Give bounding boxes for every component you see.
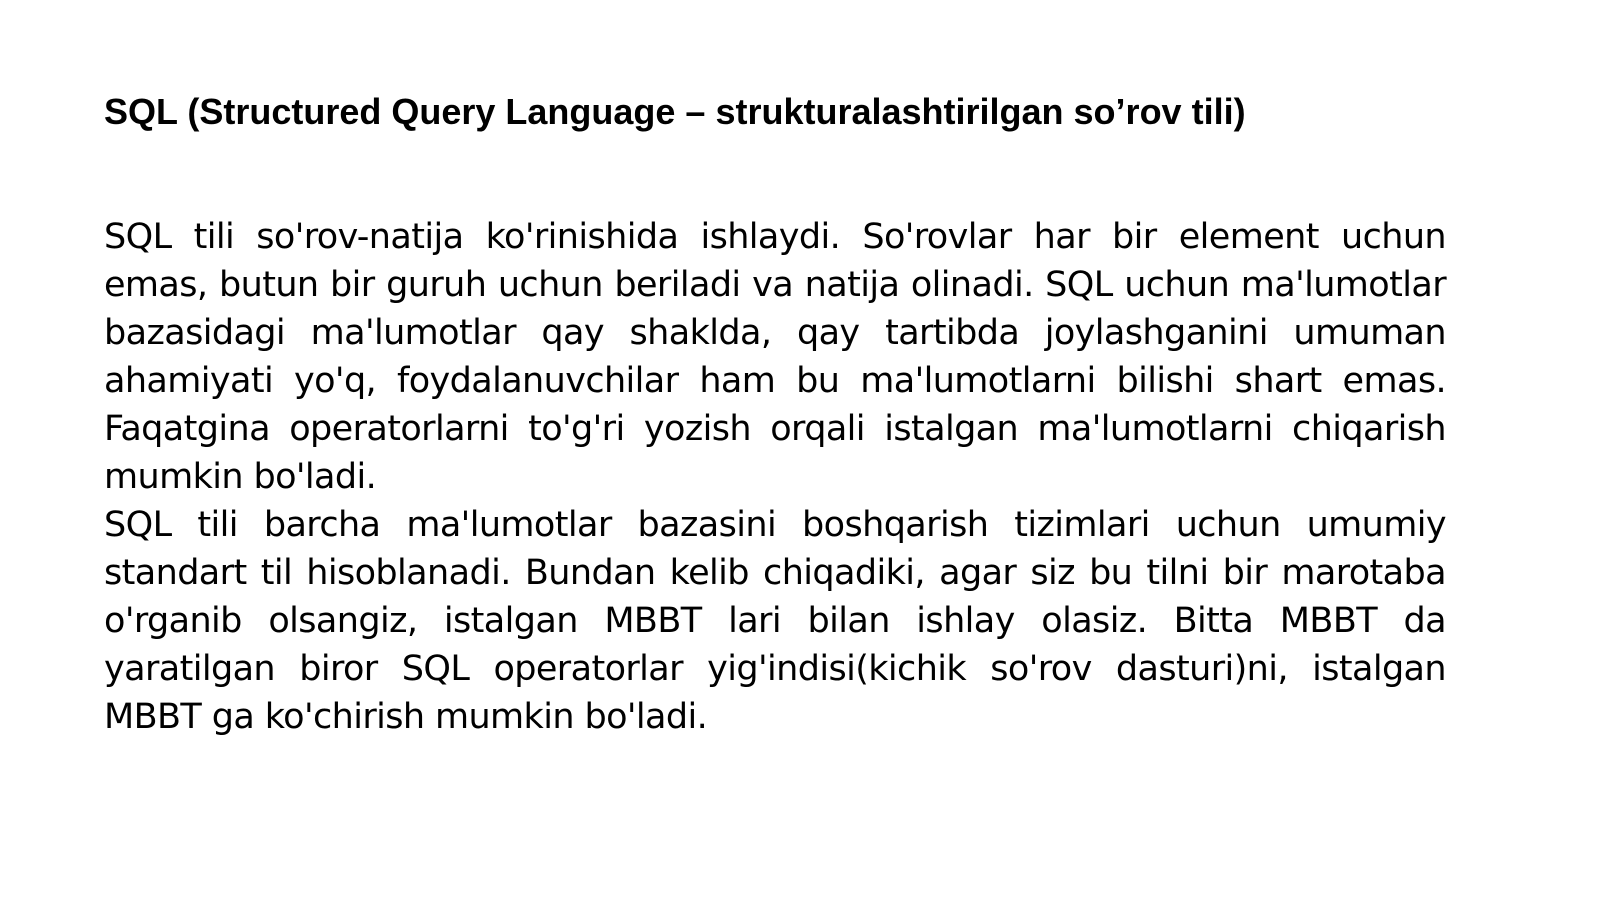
slide-body — [104, 213, 1446, 741]
body-paragraph-2: SQL tili barcha ma'lumotlar bazasini boshqarish tizimlari uchun umumiy standart til hisoblanadi. Bundan kelib chiqadiki, agar siz bu tilni bir marotaba o'rganib olsangiz, istalgan MBBT lari bilan ishlay olasiz. Bitta MBBT da yaratilgan biror SQL operatorlar yig'indisi(kichik so'rov dasturi)ni, istalgan MBBT ga ko'chirish mumkin bo'ladi. — [104, 505, 1446, 737]
slide-title: SQL (Structured Query Language – strukturalashtirilgan so’rov tili) — [104, 91, 1246, 132]
body-paragraph-1: SQL tili so'rov-natija ko'rinishida ishlaydi. So'rovlar har bir element uchun emas, butun bir guruh uchun beriladi va natija olinadi. SQL uchun ma'lumotlar bazasidagi ma'lumotlar qay shaklda, qay tartibda joylashganini umuman ahamiyati yo'q, foydalanuvchilar ham bu ma'lumotlarni bilishi shart emas. Faqatgina operatorlarni to'g'ri yozish orqali istalgan ma'lumotlarni chiqarish mumkin bo'ladi. — [104, 217, 1446, 497]
